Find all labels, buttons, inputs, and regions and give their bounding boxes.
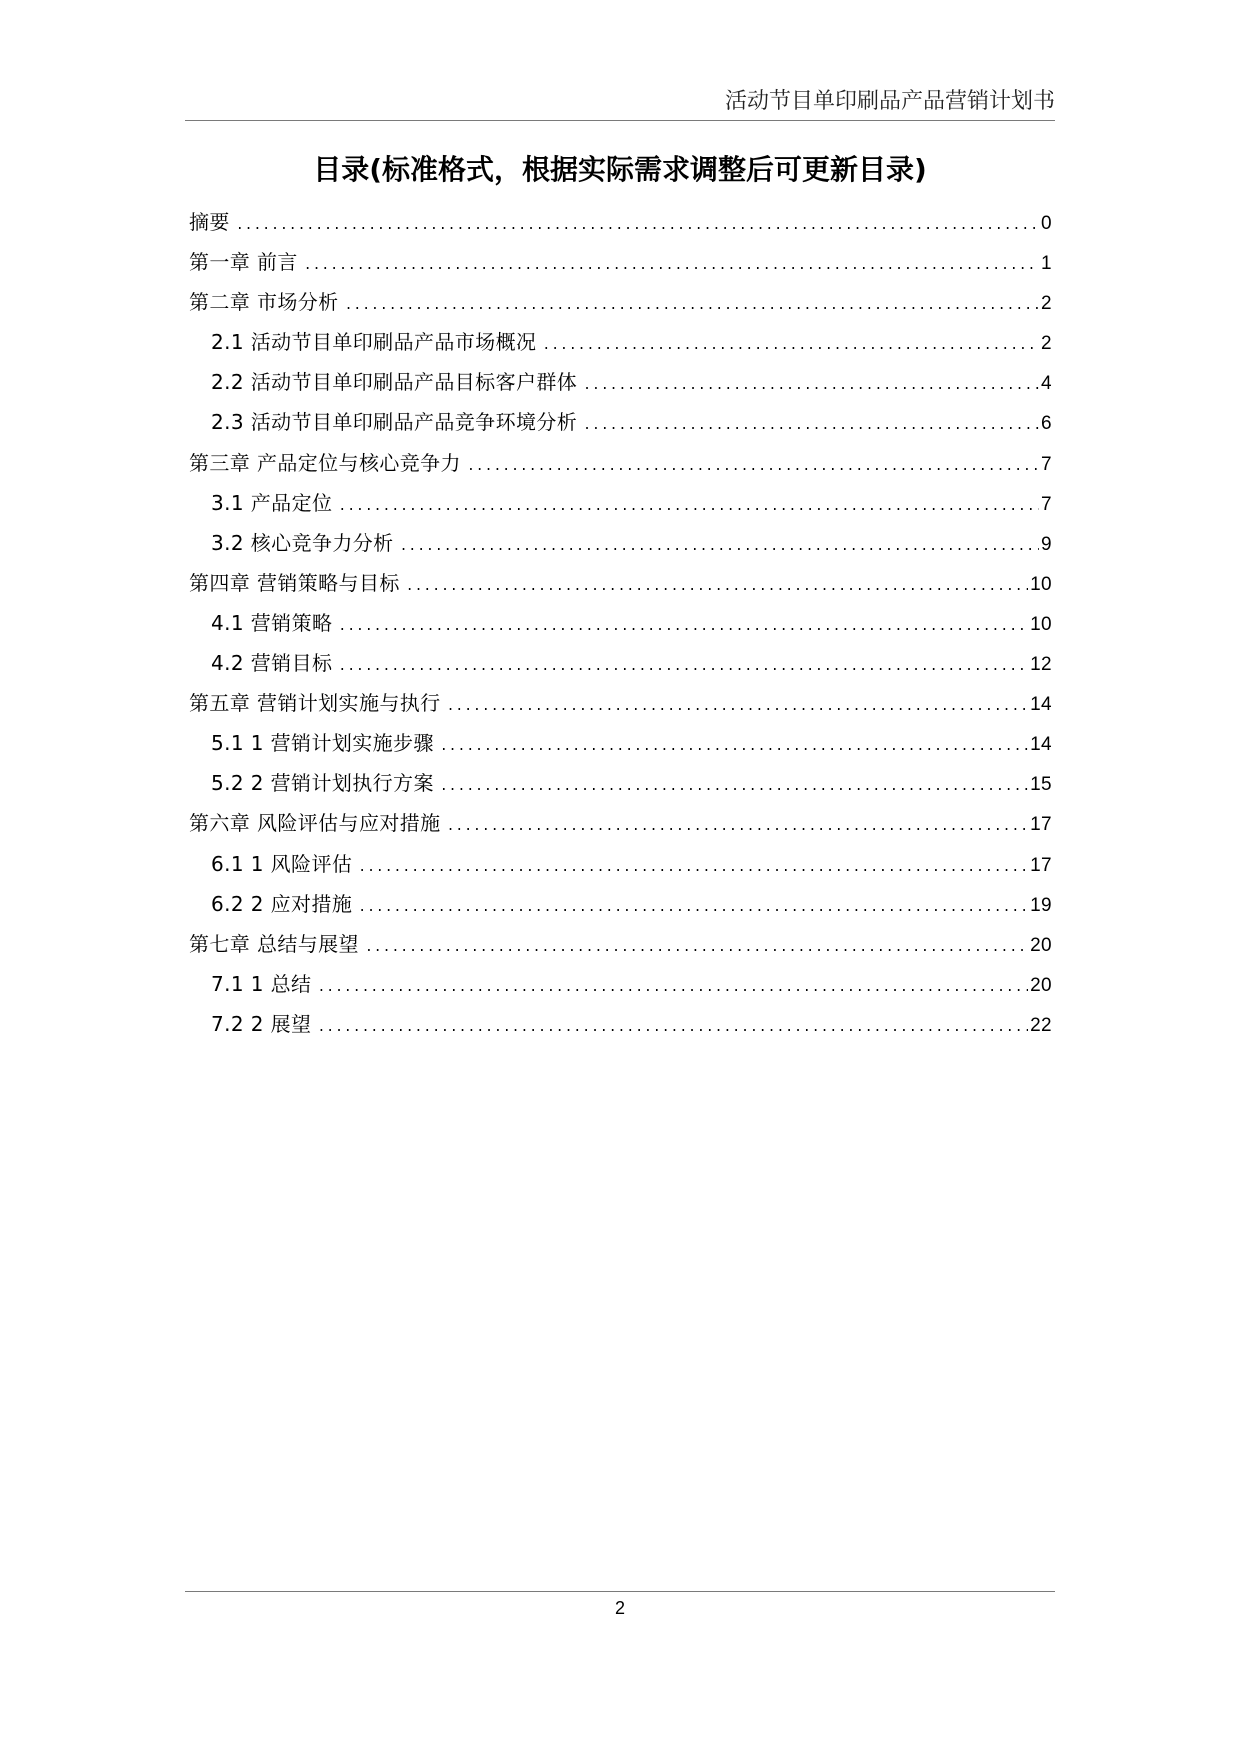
toc-dot-leader xyxy=(338,659,1028,674)
toc-entry-label: 4.2 营销目标 xyxy=(211,651,333,676)
toc-dot-leader xyxy=(542,338,1039,353)
toc-entry-page: 12 xyxy=(1030,654,1052,676)
footer-divider xyxy=(185,1591,1055,1592)
toc-entry-section-7-2[interactable] xyxy=(189,1008,1052,1048)
toc-entry-chapter-7[interactable] xyxy=(189,928,1052,968)
toc-entry-section-7-1[interactable] xyxy=(189,968,1052,1008)
toc-entry-chapter-5[interactable] xyxy=(189,687,1052,727)
toc-entry-page: 1 xyxy=(1041,253,1052,275)
toc-entry-chapter-2[interactable] xyxy=(189,286,1052,326)
toc-dot-leader xyxy=(236,218,1039,233)
toc-entry-label: 3.1 产品定位 xyxy=(211,490,333,515)
toc-entry-page: 17 xyxy=(1030,854,1052,876)
toc-entry-section-5-1[interactable] xyxy=(189,727,1052,767)
toc-entry-label: 5.2 2 营销计划执行方案 xyxy=(211,771,434,796)
toc-entry-label: 第六章 风险评估与应对措施 xyxy=(189,811,441,836)
toc-dot-leader xyxy=(467,459,1039,474)
toc-entry-page: 14 xyxy=(1030,734,1052,756)
toc-dot-leader xyxy=(358,860,1028,875)
toc-dot-leader xyxy=(317,1020,1028,1035)
toc-entry-section-3-1[interactable] xyxy=(189,487,1052,527)
toc-entry-page: 20 xyxy=(1030,934,1052,956)
toc-entry-page: 14 xyxy=(1030,694,1052,716)
toc-entry-label: 2.1 活动节目单印刷品产品市场概况 xyxy=(211,330,537,355)
toc-entry-page: 2 xyxy=(1041,333,1052,355)
toc-entry-label: 6.1 1 风险评估 xyxy=(211,851,353,876)
toc-entry-label: 4.1 营销策略 xyxy=(211,610,333,635)
toc-entry-page: 2 xyxy=(1041,293,1052,315)
toc-entry-section-2-3[interactable] xyxy=(189,406,1052,446)
toc-entry-label: 6.2 2 应对措施 xyxy=(211,891,353,916)
toc-heading: 目录(标准格式，根据实际需求调整后可更新目录) xyxy=(313,153,927,186)
toc-dot-leader xyxy=(304,258,1039,273)
toc-entry-page: 0 xyxy=(1041,213,1052,234)
toc-dot-leader xyxy=(447,819,1029,834)
toc-entry-section-2-2[interactable] xyxy=(189,366,1052,406)
toc-entry-label: 第四章 营销策略与目标 xyxy=(189,570,400,595)
toc-entry-section-5-2[interactable] xyxy=(189,767,1052,807)
toc-entry-page: 22 xyxy=(1030,1014,1052,1036)
toc-entry-abstract[interactable] xyxy=(189,206,1052,246)
toc-entry-section-3-2[interactable] xyxy=(189,527,1052,567)
toc-dot-leader xyxy=(338,499,1039,514)
table-of-contents xyxy=(189,206,1052,1048)
toc-entry-page: 6 xyxy=(1041,413,1052,435)
header-divider xyxy=(185,120,1055,121)
toc-entry-label: 第七章 总结与展望 xyxy=(189,931,359,956)
toc-entry-page: 17 xyxy=(1030,814,1052,836)
toc-dot-leader xyxy=(345,298,1039,313)
toc-entry-chapter-4[interactable] xyxy=(189,567,1052,607)
toc-entry-chapter-3[interactable] xyxy=(189,447,1052,487)
toc-entry-label: 3.2 核心竞争力分析 xyxy=(211,530,394,555)
running-header-title: 活动节目单印刷品产品营销计划书 xyxy=(724,89,1055,114)
toc-entry-chapter-6[interactable] xyxy=(189,807,1052,847)
toc-entry-section-4-1[interactable] xyxy=(189,607,1052,647)
toc-entry-label: 第二章 市场分析 xyxy=(189,290,339,315)
toc-entry-label: 7.1 1 总结 xyxy=(211,971,312,996)
toc-entry-section-6-1[interactable] xyxy=(189,848,1052,888)
toc-dot-leader xyxy=(400,539,1039,554)
toc-entry-page: 9 xyxy=(1041,533,1052,555)
toc-entry-label: 7.2 2 展望 xyxy=(211,1011,312,1036)
toc-entry-section-6-2[interactable] xyxy=(189,888,1052,928)
toc-entry-page: 19 xyxy=(1030,894,1052,916)
toc-entry-label: 摘要 xyxy=(189,210,230,234)
toc-dot-leader xyxy=(317,980,1028,995)
toc-entry-section-2-1[interactable] xyxy=(189,326,1052,366)
toc-entry-page: 7 xyxy=(1041,453,1052,475)
toc-dot-leader xyxy=(440,739,1028,754)
toc-dot-leader xyxy=(447,699,1029,714)
toc-dot-leader xyxy=(338,619,1028,634)
toc-entry-page: 7 xyxy=(1041,493,1052,515)
toc-entry-label: 5.1 1 营销计划实施步骤 xyxy=(211,731,434,756)
toc-dot-leader xyxy=(440,779,1028,794)
toc-entry-page: 10 xyxy=(1030,573,1052,595)
toc-dot-leader xyxy=(365,940,1028,955)
toc-entry-section-4-2[interactable] xyxy=(189,647,1052,687)
toc-entry-label: 第三章 产品定位与核心竞争力 xyxy=(189,450,461,475)
toc-entry-label: 2.3 活动节目单印刷品产品竞争环境分析 xyxy=(211,410,578,435)
toc-dot-leader xyxy=(358,900,1028,915)
toc-entry-label: 2.2 活动节目单印刷品产品目标客户群体 xyxy=(211,370,578,395)
page-number: 2 xyxy=(614,1598,625,1618)
toc-entry-page: 15 xyxy=(1030,774,1052,796)
toc-dot-leader xyxy=(583,418,1039,433)
toc-entry-page: 4 xyxy=(1041,373,1052,395)
toc-entry-label: 第五章 营销计划实施与执行 xyxy=(189,691,441,716)
toc-entry-chapter-1[interactable] xyxy=(189,246,1052,286)
toc-entry-label: 第一章 前言 xyxy=(189,250,298,275)
toc-dot-leader xyxy=(583,378,1039,393)
toc-entry-page: 20 xyxy=(1030,974,1052,996)
toc-dot-leader xyxy=(406,579,1028,594)
toc-entry-page: 10 xyxy=(1030,613,1052,635)
